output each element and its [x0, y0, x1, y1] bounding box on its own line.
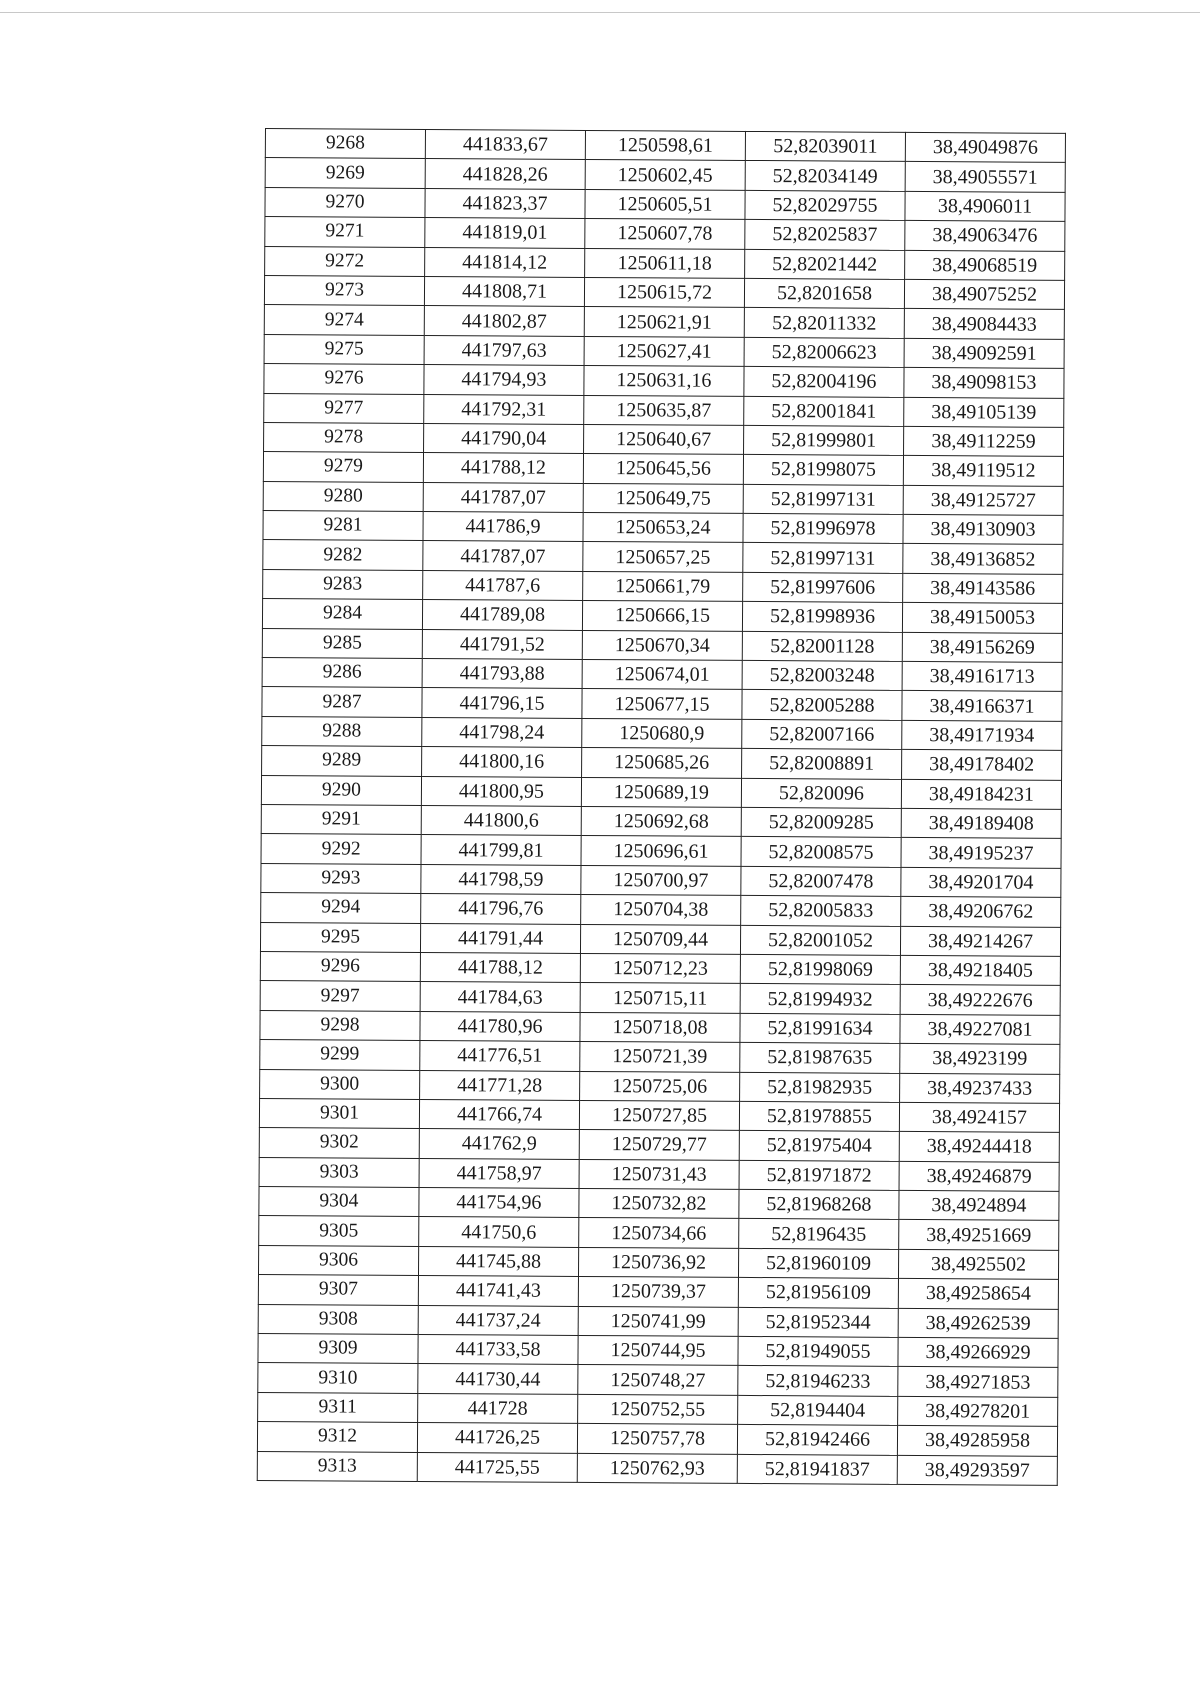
cell-coord-y: 1250748,27 — [578, 1365, 738, 1395]
cell-point-id: 9270 — [265, 187, 425, 217]
cell-point-id: 9283 — [263, 569, 423, 599]
cell-longitude: 38,49130903 — [903, 514, 1063, 544]
cell-longitude: 38,4906011 — [905, 191, 1065, 221]
cell-point-id: 9297 — [260, 981, 420, 1011]
cell-latitude: 52,81991634 — [740, 1013, 900, 1043]
cell-longitude: 38,49092591 — [904, 338, 1064, 368]
cell-longitude: 38,49271853 — [898, 1367, 1058, 1397]
table-row — [260, 951, 1060, 985]
cell-point-id: 9280 — [263, 481, 423, 511]
cell-coord-x: 441808,71 — [424, 276, 584, 306]
cell-longitude: 38,49195237 — [901, 838, 1061, 868]
cell-point-id: 9290 — [261, 775, 421, 805]
cell-coord-y: 1250602,45 — [585, 160, 745, 190]
cell-coord-x: 441796,15 — [422, 688, 582, 718]
cell-point-id: 9305 — [259, 1216, 419, 1246]
cell-longitude: 38,49143586 — [903, 573, 1063, 603]
cell-point-id: 9277 — [264, 393, 424, 423]
cell-longitude: 38,49112259 — [904, 426, 1064, 456]
table-row — [261, 893, 1061, 927]
cell-coord-y: 1250762,93 — [577, 1453, 737, 1483]
cell-coord-x: 441733,58 — [418, 1334, 578, 1364]
cell-coord-y: 1250674,01 — [582, 659, 742, 689]
cell-longitude: 38,49098153 — [904, 368, 1064, 398]
cell-coord-y: 1250752,55 — [578, 1394, 738, 1424]
cell-coord-y: 1250685,26 — [582, 748, 742, 778]
cell-latitude: 52,81997131 — [743, 484, 903, 514]
cell-coord-y: 1250709,44 — [580, 924, 740, 954]
cell-longitude: 38,49119512 — [903, 456, 1063, 486]
cell-coord-y: 1250615,72 — [584, 277, 744, 307]
cell-coord-x: 441725,55 — [417, 1452, 577, 1482]
cell-longitude: 38,4925502 — [898, 1249, 1058, 1279]
cell-latitude: 52,82005288 — [742, 690, 902, 720]
cell-latitude: 52,8196435 — [739, 1219, 899, 1249]
cell-longitude: 38,49125727 — [903, 485, 1063, 515]
cell-coord-x: 441737,24 — [418, 1305, 578, 1335]
cell-point-id: 9300 — [260, 1069, 420, 1099]
cell-latitude: 52,81952344 — [738, 1307, 898, 1337]
cell-point-id: 9288 — [262, 716, 422, 746]
cell-coord-y: 1250689,19 — [581, 777, 741, 807]
cell-longitude: 38,49222676 — [900, 985, 1060, 1015]
cell-point-id: 9299 — [260, 1040, 420, 1070]
cell-coord-x: 441750,6 — [419, 1217, 579, 1247]
table-row — [260, 981, 1060, 1015]
cell-latitude: 52,81978855 — [739, 1101, 899, 1131]
cell-point-id: 9310 — [258, 1363, 418, 1393]
cell-coord-y: 1250741,99 — [578, 1306, 738, 1336]
cell-coord-y: 1250727,85 — [579, 1100, 739, 1130]
cell-latitude: 52,82034149 — [745, 161, 905, 191]
cell-longitude: 38,49055571 — [905, 162, 1065, 192]
cell-coord-y: 1250757,78 — [577, 1424, 737, 1454]
cell-coord-x: 441787,07 — [423, 482, 583, 512]
cell-coord-y: 1250657,25 — [583, 542, 743, 572]
cell-coord-x: 441796,76 — [421, 894, 581, 924]
cell-coord-x: 441780,96 — [420, 1011, 580, 1041]
cell-latitude: 52,81968268 — [739, 1189, 899, 1219]
cell-coord-y: 1250729,77 — [579, 1130, 739, 1160]
cell-coord-y: 1250692,68 — [581, 806, 741, 836]
cell-point-id: 9286 — [262, 658, 422, 688]
cell-longitude: 38,49161713 — [902, 661, 1062, 691]
cell-point-id: 9311 — [258, 1392, 418, 1422]
cell-longitude: 38,49166371 — [902, 691, 1062, 721]
cell-point-id: 9278 — [264, 422, 424, 452]
cell-coord-y: 1250649,75 — [583, 483, 743, 513]
cell-coord-x: 441800,95 — [421, 776, 581, 806]
cell-coord-x: 441833,67 — [425, 129, 585, 159]
cell-longitude: 38,4923199 — [900, 1044, 1060, 1074]
cell-coord-x: 441741,43 — [418, 1276, 578, 1306]
cell-point-id: 9279 — [263, 452, 423, 482]
cell-latitude: 52,81998069 — [740, 954, 900, 984]
cell-latitude: 52,81996978 — [743, 514, 903, 544]
cell-longitude: 38,49218405 — [900, 955, 1060, 985]
cell-longitude: 38,49278201 — [898, 1396, 1058, 1426]
cell-latitude: 52,81987635 — [740, 1043, 900, 1073]
cell-coord-y: 1250718,08 — [580, 1012, 740, 1042]
cell-coord-x: 441790,04 — [424, 423, 584, 453]
cell-longitude: 38,49049876 — [905, 132, 1065, 162]
cell-latitude: 52,81971872 — [739, 1160, 899, 1190]
cell-longitude: 38,49189408 — [901, 808, 1061, 838]
cell-latitude: 52,82005833 — [741, 896, 901, 926]
cell-coord-y: 1250661,79 — [583, 571, 743, 601]
cell-coord-y: 1250631,16 — [584, 366, 744, 396]
cell-longitude: 38,49171934 — [902, 720, 1062, 750]
table-row — [265, 158, 1065, 192]
cell-longitude: 38,49201704 — [901, 867, 1061, 897]
cell-coord-y: 1250680,9 — [582, 718, 742, 748]
cell-point-id: 9293 — [261, 863, 421, 893]
cell-latitude: 52,81998075 — [743, 455, 903, 485]
cell-latitude: 52,82008575 — [741, 837, 901, 867]
table-row — [265, 129, 1065, 163]
cell-latitude: 52,81946233 — [738, 1366, 898, 1396]
cell-coord-y: 1250715,11 — [580, 983, 740, 1013]
cell-latitude: 52,82007166 — [742, 719, 902, 749]
cell-longitude: 38,49063476 — [905, 221, 1065, 251]
cell-latitude: 52,8194404 — [738, 1395, 898, 1425]
cell-coord-y: 1250627,41 — [584, 336, 744, 366]
cell-longitude: 38,49136852 — [903, 544, 1063, 574]
cell-longitude: 38,49244418 — [899, 1132, 1059, 1162]
cell-coord-x: 441766,74 — [419, 1099, 579, 1129]
cell-longitude: 38,4924157 — [899, 1102, 1059, 1132]
cell-coord-x: 441789,08 — [422, 600, 582, 630]
cell-latitude: 52,8201658 — [744, 278, 904, 308]
cell-coord-x: 441802,87 — [424, 306, 584, 336]
cell-point-id: 9292 — [261, 834, 421, 864]
cell-coord-y: 1250621,91 — [584, 307, 744, 337]
cell-latitude: 52,81994932 — [740, 984, 900, 1014]
cell-coord-x: 441823,37 — [425, 188, 585, 218]
cell-longitude: 38,4924894 — [899, 1190, 1059, 1220]
cell-coord-y: 1250611,18 — [585, 248, 745, 278]
cell-latitude: 52,81997606 — [743, 572, 903, 602]
cell-point-id: 9291 — [261, 804, 421, 834]
cell-coord-y: 1250712,23 — [580, 953, 740, 983]
cell-latitude: 52,82008891 — [742, 749, 902, 779]
cell-point-id: 9271 — [265, 217, 425, 247]
cell-coord-y: 1250700,97 — [581, 865, 741, 895]
cell-coord-x: 441793,88 — [422, 659, 582, 689]
cell-coord-x: 441758,97 — [419, 1158, 579, 1188]
cell-point-id: 9275 — [264, 334, 424, 364]
cell-latitude: 52,82003248 — [742, 660, 902, 690]
cell-coord-y: 1250640,67 — [584, 424, 744, 454]
cell-point-id: 9285 — [262, 628, 422, 658]
cell-latitude: 52,81941837 — [737, 1454, 897, 1484]
coordinates-table-body — [257, 129, 1065, 1486]
cell-coord-y: 1250653,24 — [583, 513, 743, 543]
cell-coord-x: 441776,51 — [420, 1041, 580, 1071]
cell-latitude: 52,82029755 — [745, 190, 905, 220]
cell-point-id: 9273 — [264, 275, 424, 305]
cell-latitude: 52,82004196 — [744, 367, 904, 397]
cell-coord-y: 1250725,06 — [580, 1071, 740, 1101]
cell-point-id: 9274 — [264, 305, 424, 335]
cell-coord-y: 1250732,82 — [579, 1189, 739, 1219]
cell-latitude: 52,82007478 — [741, 866, 901, 896]
cell-longitude: 38,49084433 — [904, 309, 1064, 339]
cell-latitude: 52,82006623 — [744, 337, 904, 367]
cell-latitude: 52,82001841 — [744, 396, 904, 426]
cell-latitude: 52,82025837 — [745, 220, 905, 250]
cell-coord-x: 441788,12 — [423, 453, 583, 483]
cell-coord-y: 1250721,39 — [580, 1042, 740, 1072]
cell-coord-x: 441754,96 — [419, 1188, 579, 1218]
cell-longitude: 38,49184231 — [901, 779, 1061, 809]
cell-point-id: 9269 — [265, 158, 425, 188]
cell-coord-y: 1250607,78 — [585, 219, 745, 249]
cell-longitude: 38,49285958 — [897, 1426, 1057, 1456]
cell-longitude: 38,49262539 — [898, 1308, 1058, 1338]
cell-longitude: 38,49258654 — [898, 1279, 1058, 1309]
cell-latitude: 52,82001128 — [742, 631, 902, 661]
cell-point-id: 9304 — [259, 1187, 419, 1217]
cell-point-id: 9295 — [260, 922, 420, 952]
cell-coord-x: 441745,88 — [418, 1246, 578, 1276]
cell-coord-x: 441787,07 — [423, 541, 583, 571]
cell-coord-y: 1250645,56 — [583, 454, 743, 484]
cell-coord-x: 441814,12 — [425, 247, 585, 277]
cell-coord-x: 441791,52 — [422, 629, 582, 659]
scan-edge-line — [0, 12, 1200, 13]
cell-point-id: 9272 — [265, 246, 425, 276]
cell-coord-y: 1250739,37 — [578, 1277, 738, 1307]
cell-latitude: 52,82039011 — [745, 131, 905, 161]
cell-coord-y: 1250635,87 — [584, 395, 744, 425]
coordinates-table — [257, 128, 1066, 1486]
cell-longitude: 38,49266929 — [898, 1337, 1058, 1367]
cell-coord-y: 1250734,66 — [579, 1218, 739, 1248]
cell-longitude: 38,49156269 — [902, 632, 1062, 662]
cell-longitude: 38,49178402 — [902, 750, 1062, 780]
cell-point-id: 9313 — [257, 1451, 417, 1481]
cell-coord-y: 1250744,95 — [578, 1335, 738, 1365]
cell-coord-x: 441726,25 — [417, 1423, 577, 1453]
cell-latitude: 52,820096 — [741, 778, 901, 808]
cell-point-id: 9298 — [260, 1010, 420, 1040]
cell-longitude: 38,49150053 — [902, 603, 1062, 633]
cell-point-id: 9281 — [263, 511, 423, 541]
cell-point-id: 9294 — [261, 893, 421, 923]
table-row — [261, 863, 1061, 897]
cell-coord-x: 441728 — [418, 1393, 578, 1423]
cell-coord-y: 1250731,43 — [579, 1159, 739, 1189]
cell-coord-x: 441730,44 — [418, 1364, 578, 1394]
cell-coord-x: 441800,6 — [421, 805, 581, 835]
cell-longitude: 38,49237433 — [900, 1073, 1060, 1103]
cell-latitude: 52,81956109 — [738, 1278, 898, 1308]
cell-point-id: 9284 — [262, 599, 422, 629]
cell-coord-y: 1250598,61 — [585, 130, 745, 160]
cell-coord-y: 1250704,38 — [581, 895, 741, 925]
cell-point-id: 9282 — [263, 540, 423, 570]
cell-longitude: 38,49246879 — [899, 1161, 1059, 1191]
cell-coord-x: 441762,9 — [419, 1129, 579, 1159]
cell-latitude: 52,81975404 — [739, 1131, 899, 1161]
cell-point-id: 9276 — [264, 364, 424, 394]
cell-longitude: 38,49251669 — [899, 1220, 1059, 1250]
cell-coord-x: 441798,24 — [422, 717, 582, 747]
cell-point-id: 9296 — [260, 951, 420, 981]
cell-longitude: 38,49075252 — [904, 279, 1064, 309]
cell-coord-y: 1250677,15 — [582, 689, 742, 719]
cell-longitude: 38,49214267 — [900, 926, 1060, 956]
cell-coord-x: 441799,81 — [421, 835, 581, 865]
cell-point-id: 9308 — [258, 1304, 418, 1334]
cell-latitude: 52,81942466 — [737, 1425, 897, 1455]
cell-point-id: 9301 — [259, 1098, 419, 1128]
cell-coord-x: 441792,31 — [424, 394, 584, 424]
cell-longitude: 38,49227081 — [900, 1014, 1060, 1044]
cell-coord-x: 441771,28 — [420, 1070, 580, 1100]
cell-coord-x: 441798,59 — [421, 864, 581, 894]
cell-point-id: 9309 — [258, 1333, 418, 1363]
cell-coord-x: 441797,63 — [424, 335, 584, 365]
cell-longitude: 38,49068519 — [905, 250, 1065, 280]
cell-coord-x: 441784,63 — [420, 982, 580, 1012]
cell-point-id: 9312 — [257, 1422, 417, 1452]
cell-coord-y: 1250736,92 — [578, 1247, 738, 1277]
cell-coord-x: 441787,6 — [423, 570, 583, 600]
cell-longitude: 38,49293597 — [897, 1455, 1057, 1485]
cell-longitude: 38,49105139 — [904, 397, 1064, 427]
cell-coord-y: 1250605,51 — [585, 189, 745, 219]
cell-latitude: 52,81949055 — [738, 1336, 898, 1366]
cell-coord-y: 1250696,61 — [581, 836, 741, 866]
cell-coord-x: 441800,16 — [422, 747, 582, 777]
cell-latitude: 52,82001052 — [740, 925, 900, 955]
cell-coord-x: 441794,93 — [424, 365, 584, 395]
cell-coord-x: 441828,26 — [425, 159, 585, 189]
cell-point-id: 9303 — [259, 1157, 419, 1187]
cell-point-id: 9268 — [265, 129, 425, 159]
cell-coord-x: 441819,01 — [425, 218, 585, 248]
cell-point-id: 9302 — [259, 1128, 419, 1158]
table-row — [260, 1010, 1060, 1044]
cell-point-id: 9287 — [262, 687, 422, 717]
cell-longitude: 38,49206762 — [901, 897, 1061, 927]
cell-coord-x: 441786,9 — [423, 512, 583, 542]
cell-latitude: 52,81999801 — [744, 425, 904, 455]
table-row — [260, 922, 1060, 956]
cell-point-id: 9307 — [258, 1275, 418, 1305]
cell-coord-x: 441791,44 — [420, 923, 580, 953]
table-row — [257, 1451, 1057, 1485]
table-row — [265, 187, 1065, 221]
cell-point-id: 9289 — [262, 746, 422, 776]
cell-latitude: 52,81998936 — [742, 602, 902, 632]
cell-latitude: 52,81997131 — [743, 543, 903, 573]
cell-coord-y: 1250666,15 — [582, 601, 742, 631]
cell-latitude: 52,82011332 — [744, 308, 904, 338]
cell-latitude: 52,81982935 — [740, 1072, 900, 1102]
cell-coord-x: 441788,12 — [420, 952, 580, 982]
cell-latitude: 52,82021442 — [745, 249, 905, 279]
cell-latitude: 52,82009285 — [741, 807, 901, 837]
cell-latitude: 52,81960109 — [738, 1248, 898, 1278]
cell-point-id: 9306 — [258, 1245, 418, 1275]
cell-coord-y: 1250670,34 — [582, 630, 742, 660]
